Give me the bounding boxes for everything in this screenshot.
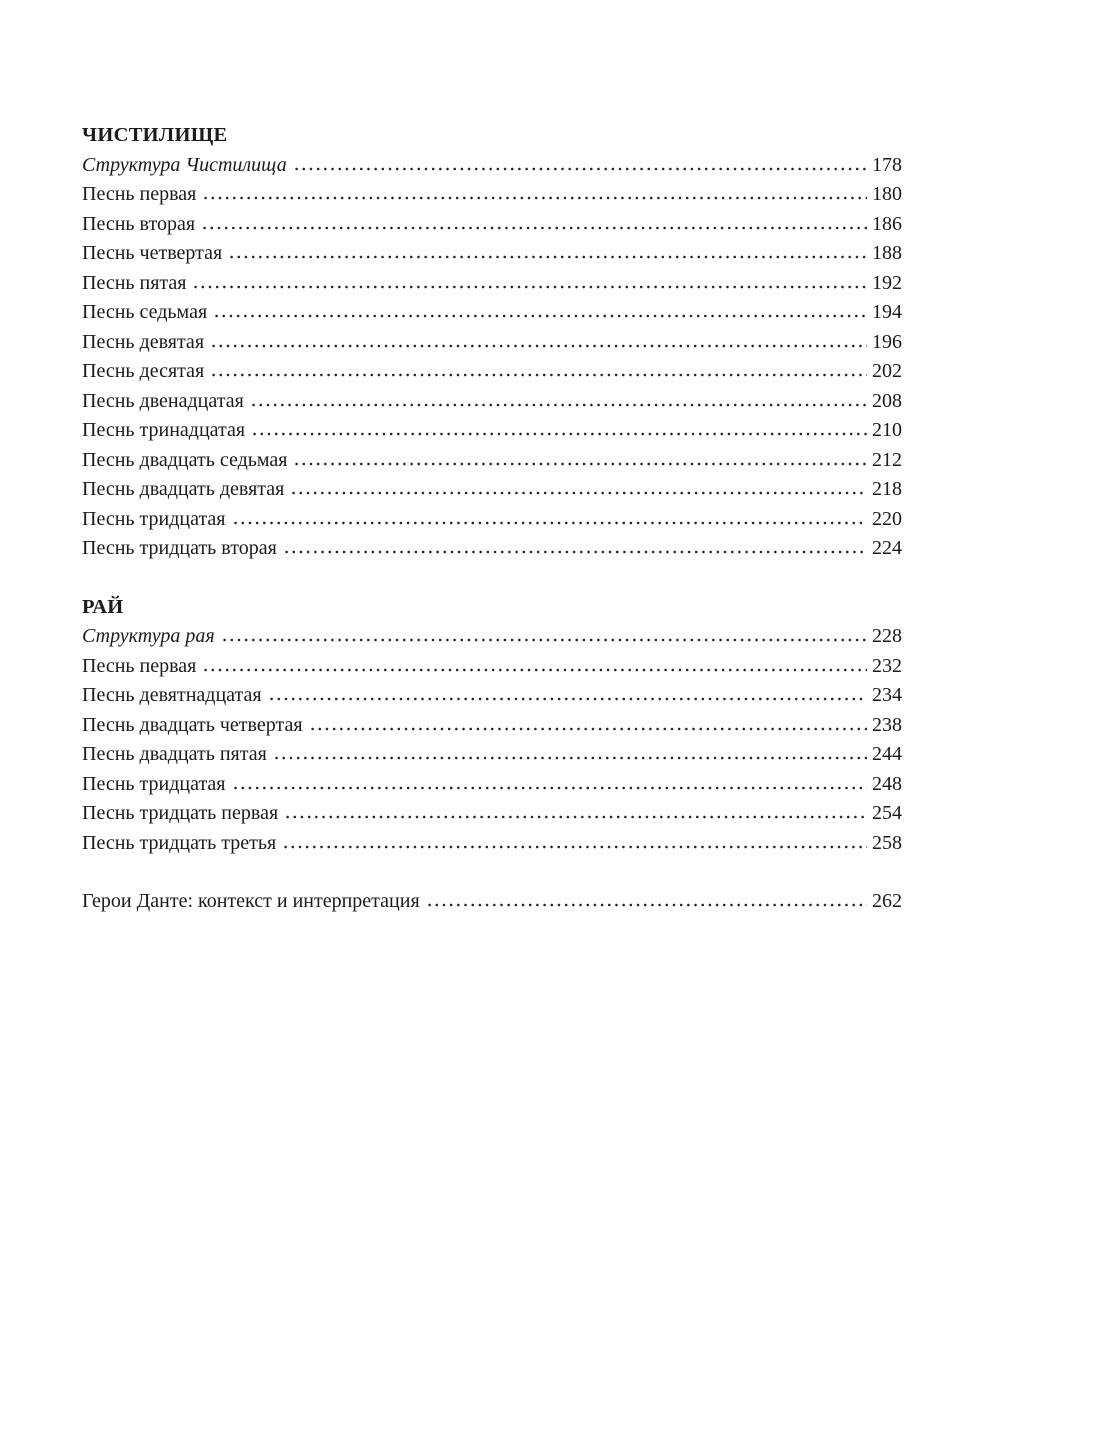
dot-leader <box>268 697 867 701</box>
entry-title: Песнь тринадцатая <box>82 419 246 441</box>
toc-sections <box>82 121 902 917</box>
entry-page-number: 248 <box>872 772 902 795</box>
entry-page-number: 254 <box>872 802 902 824</box>
toc-entry <box>82 799 902 829</box>
entry-page-number: 232 <box>872 654 902 677</box>
dot-leader <box>210 344 867 348</box>
entry-title: Песнь первая <box>82 183 197 205</box>
toc-entry <box>82 180 902 210</box>
entry-page-number: 202 <box>872 360 902 382</box>
section-heading: ЧИСТИЛИЩЕ <box>82 124 228 146</box>
dot-leader <box>213 314 867 318</box>
entry-page-number: 218 <box>872 478 902 500</box>
entry-page-number: 238 <box>872 713 902 736</box>
dot-leader <box>221 638 867 642</box>
dot-leader <box>283 550 867 554</box>
entry-page-number: 192 <box>872 271 902 294</box>
entry-page-number: 228 <box>872 625 902 647</box>
toc-entry <box>82 298 902 328</box>
section-heading: РАЙ <box>82 595 124 618</box>
entry-title: Песнь десятая <box>82 360 205 382</box>
toc-entry <box>82 210 902 240</box>
entry-page-number: 262 <box>872 890 902 912</box>
section-entries <box>82 887 902 917</box>
toc-entry <box>82 475 902 505</box>
dot-leader <box>202 668 867 672</box>
entry-title: Песнь вторая <box>82 212 196 235</box>
entry-page-number: 180 <box>872 183 902 205</box>
toc-entry <box>82 328 902 358</box>
toc-entry <box>82 622 902 652</box>
entry-title: Песнь тридцать вторая <box>82 537 277 559</box>
entry-title: Песнь тридцатая <box>82 507 226 530</box>
entry-title: Песнь двадцать четвертая <box>82 713 303 736</box>
dot-leader <box>293 462 867 466</box>
entry-title: Структура Чистилища <box>82 153 287 176</box>
entry-title: Песнь двенадцатая <box>82 389 244 412</box>
toc-entry <box>82 681 902 711</box>
toc-entry <box>82 740 902 770</box>
entry-page-number: 210 <box>872 419 902 441</box>
dot-leader <box>251 432 867 436</box>
entry-page-number: 208 <box>872 389 902 412</box>
dot-leader <box>273 756 867 760</box>
toc-entry <box>82 505 902 535</box>
toc-entry <box>82 711 902 741</box>
dot-leader <box>250 403 867 407</box>
entry-title: Песнь пятая <box>82 271 187 294</box>
entry-page-number: 220 <box>872 507 902 530</box>
dot-leader <box>232 521 867 525</box>
entry-title: Песнь тридцатая <box>82 772 226 795</box>
dot-leader <box>426 903 867 907</box>
entry-title: Песнь четвертая <box>82 242 223 264</box>
dot-leader <box>232 786 867 790</box>
toc-section <box>82 121 902 564</box>
entry-page-number: 186 <box>872 212 902 235</box>
dot-leader <box>309 727 867 731</box>
entry-title: Песнь седьмая <box>82 301 208 323</box>
dot-leader <box>201 226 867 230</box>
entry-page-number: 178 <box>872 153 902 176</box>
entry-title: Герои Данте: контекст и интерпретация <box>82 890 420 912</box>
toc-entry <box>82 357 902 387</box>
toc-section <box>82 887 902 917</box>
dot-leader <box>202 196 867 200</box>
dot-leader <box>192 285 867 289</box>
entry-title: Песнь двадцать девятая <box>82 478 285 500</box>
entry-title: Песнь первая <box>82 654 197 677</box>
dot-leader <box>293 167 867 171</box>
toc-section <box>82 593 902 859</box>
toc-entry <box>82 652 902 682</box>
entry-page-number: 188 <box>872 242 902 264</box>
entry-title: Песнь тридцать третья <box>82 831 277 854</box>
toc-entry <box>82 887 902 917</box>
entry-page-number: 212 <box>872 448 902 471</box>
toc-entry <box>82 269 902 299</box>
toc-entry <box>82 416 902 446</box>
entry-title: Структура рая <box>82 625 215 647</box>
entry-page-number: 244 <box>872 743 902 765</box>
toc-entry <box>82 770 902 800</box>
dot-leader <box>282 845 867 849</box>
toc-entry <box>82 534 902 564</box>
entry-page-number: 258 <box>872 831 902 854</box>
toc-entry <box>82 151 902 181</box>
dot-leader <box>228 255 867 259</box>
section-entries <box>82 151 902 564</box>
entry-title: Песнь девятнадцатая <box>82 684 262 706</box>
toc-entry <box>82 829 902 859</box>
toc-entry <box>82 387 902 417</box>
entry-page-number: 234 <box>872 684 902 706</box>
dot-leader <box>210 373 867 377</box>
entry-title: Песнь тридцать первая <box>82 802 279 824</box>
section-entries <box>82 622 902 858</box>
dot-leader <box>290 491 867 495</box>
toc-entry <box>82 239 902 269</box>
entry-title: Песнь девятая <box>82 330 205 353</box>
entry-page-number: 194 <box>872 301 902 323</box>
entry-title: Песнь двадцать седьмая <box>82 448 288 471</box>
dot-leader <box>284 815 867 819</box>
entry-page-number: 224 <box>872 537 902 559</box>
entry-title: Песнь двадцать пятая <box>82 743 267 765</box>
entry-page-number: 196 <box>872 330 902 353</box>
toc-entry <box>82 446 902 476</box>
